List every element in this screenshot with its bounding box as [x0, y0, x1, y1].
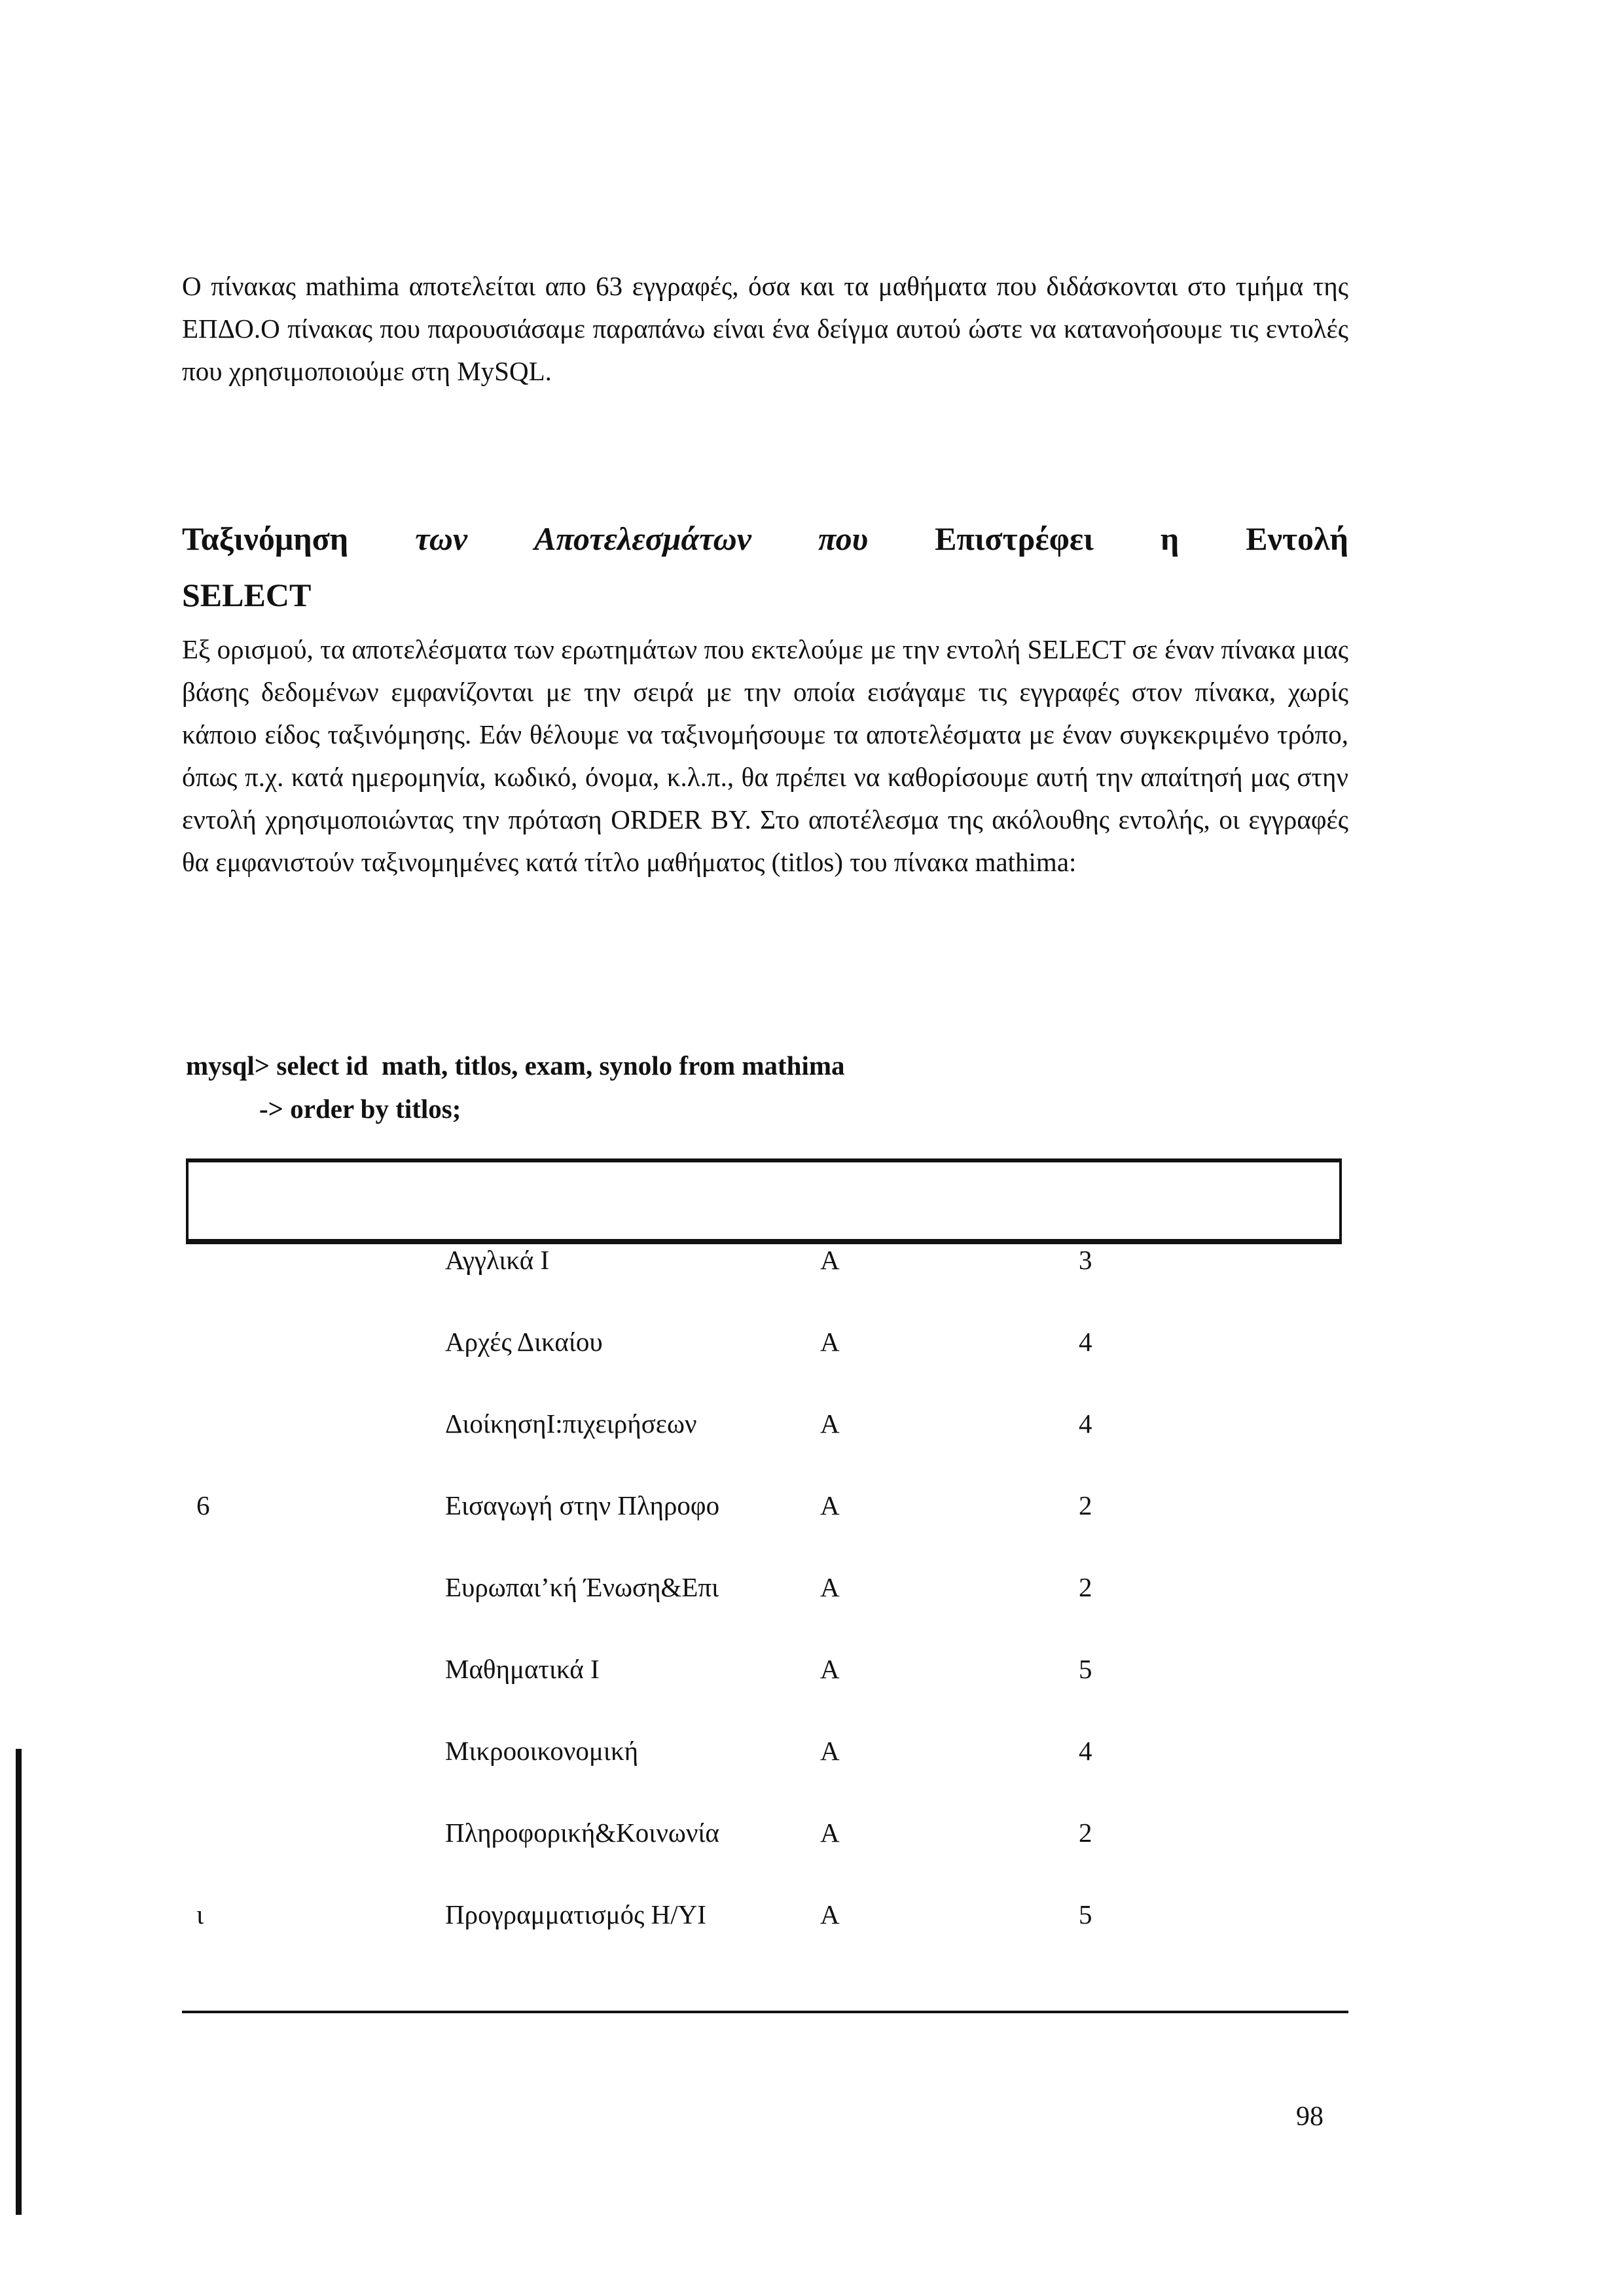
row-title: Μαθηματικά Ι — [445, 1654, 600, 1684]
result-header-frame — [186, 1158, 1342, 1242]
body-paragraph: Εξ ορισμού, τα αποτελέσματα των ερωτημάτων που εκτελούμε με την εντολή SELECT σε έναν πίνακα μιας βάσης δεδομένων εμφανίζονται με την σειρά με την οποία εισάγαμε τις εγγραφές στον πίνακα, χωρίς κάποιο είδος ταξινόμησης. Εάν θέλουμε να ταξινομήσουμε τα αποτελέσματα με έναν συγκεκριμένο τρόπο, όπως π.χ. κατά ημερομηνία, κωδικό, όνομα, κ.λ.π., θα πρέπει να καθορίσουμε αυτή την απαίτησή μας στην εντολή χρησιμοποιώντας την πρόταση ORDER BY. Στο αποτέλεσμα της ακόλουθης εντολής, οι εγγραφές θα εμφανιστούν ταξινομημένες κατά τίτλο μαθήματος (titlos) του πίνακα mathima: — [182, 634, 1348, 877]
header-underline — [186, 1242, 1342, 1244]
sql-command — [186, 1044, 845, 1130]
row-exam: Α — [820, 1818, 840, 1848]
row-synolo: 5 — [1079, 1899, 1092, 1929]
row-exam: Α — [820, 1327, 840, 1357]
row-margin-mark: 6 — [196, 1490, 210, 1520]
bottom-rule — [182, 2011, 1348, 2013]
row-title: Μικροοικονομική — [445, 1736, 639, 1766]
row-exam: Α — [820, 1736, 840, 1766]
heading-word: των — [415, 520, 468, 557]
row-exam: Α — [820, 1245, 840, 1275]
heading-word: Αποτελεσμάτων — [534, 520, 751, 557]
row-title: Προγραμματισμός Η/ΥΙ — [445, 1899, 706, 1929]
intro-paragraph: Ο πίνακας mathima αποτελείται απο 63 εγγραφές, όσα και τα μαθήματα που διδάσκονται στο τμήμα της ΕΠΔΟ.Ο πίνακας που παρουσιάσαμε παραπάνω είναι ένα δείγμα αυτού ώστε να κατανοήσουμε τις εντολές που χρησιμοποιούμε στη MySQL. — [182, 271, 1348, 386]
row-margin-mark: ι — [196, 1899, 204, 1929]
row-synolo: 2 — [1079, 1818, 1092, 1848]
scan-margin-line — [16, 1749, 22, 2215]
row-title: Αγγλικά Ι — [445, 1245, 550, 1275]
row-title: ΔιοίκησηΙ:πιχειρήσεων — [445, 1408, 697, 1439]
heading-word: που — [818, 520, 869, 557]
heading-word: η — [1160, 520, 1180, 557]
row-exam: Α — [820, 1572, 840, 1602]
row-exam: Α — [820, 1654, 840, 1684]
section-heading — [182, 511, 1348, 623]
row-title: Πληροφορική&Κοινωνία — [445, 1818, 719, 1848]
page-number: 98 — [1296, 2102, 1324, 2132]
row-exam: Α — [820, 1899, 840, 1929]
row-synolo: 4 — [1079, 1327, 1092, 1357]
sql-line-1: mysql> select id math, titlos, exam, synolo from mathima — [186, 1050, 845, 1081]
row-synolo: 4 — [1079, 1408, 1092, 1439]
row-synolo: 3 — [1079, 1245, 1092, 1275]
row-title: Εισαγωγή στην Πληροφο — [445, 1490, 720, 1520]
row-synolo: 4 — [1079, 1736, 1092, 1766]
heading-word: Επιστρέφει — [935, 520, 1094, 557]
sql-line-2: -> order by titlos; — [259, 1094, 461, 1124]
row-synolo: 2 — [1079, 1572, 1092, 1602]
row-title: Ευρωπαι’κή Ένωση&Επι — [445, 1572, 719, 1602]
heading-line-2: SELECT — [182, 577, 312, 613]
row-title: Αρχές Δικαίου — [445, 1327, 603, 1357]
row-synolo: 5 — [1079, 1654, 1092, 1684]
heading-word: Ταξινόμηση — [182, 520, 349, 557]
heading-word: Εντολή — [1246, 520, 1348, 557]
row-synolo: 2 — [1079, 1490, 1092, 1520]
row-exam: Α — [820, 1408, 840, 1439]
row-exam: Α — [820, 1490, 840, 1520]
